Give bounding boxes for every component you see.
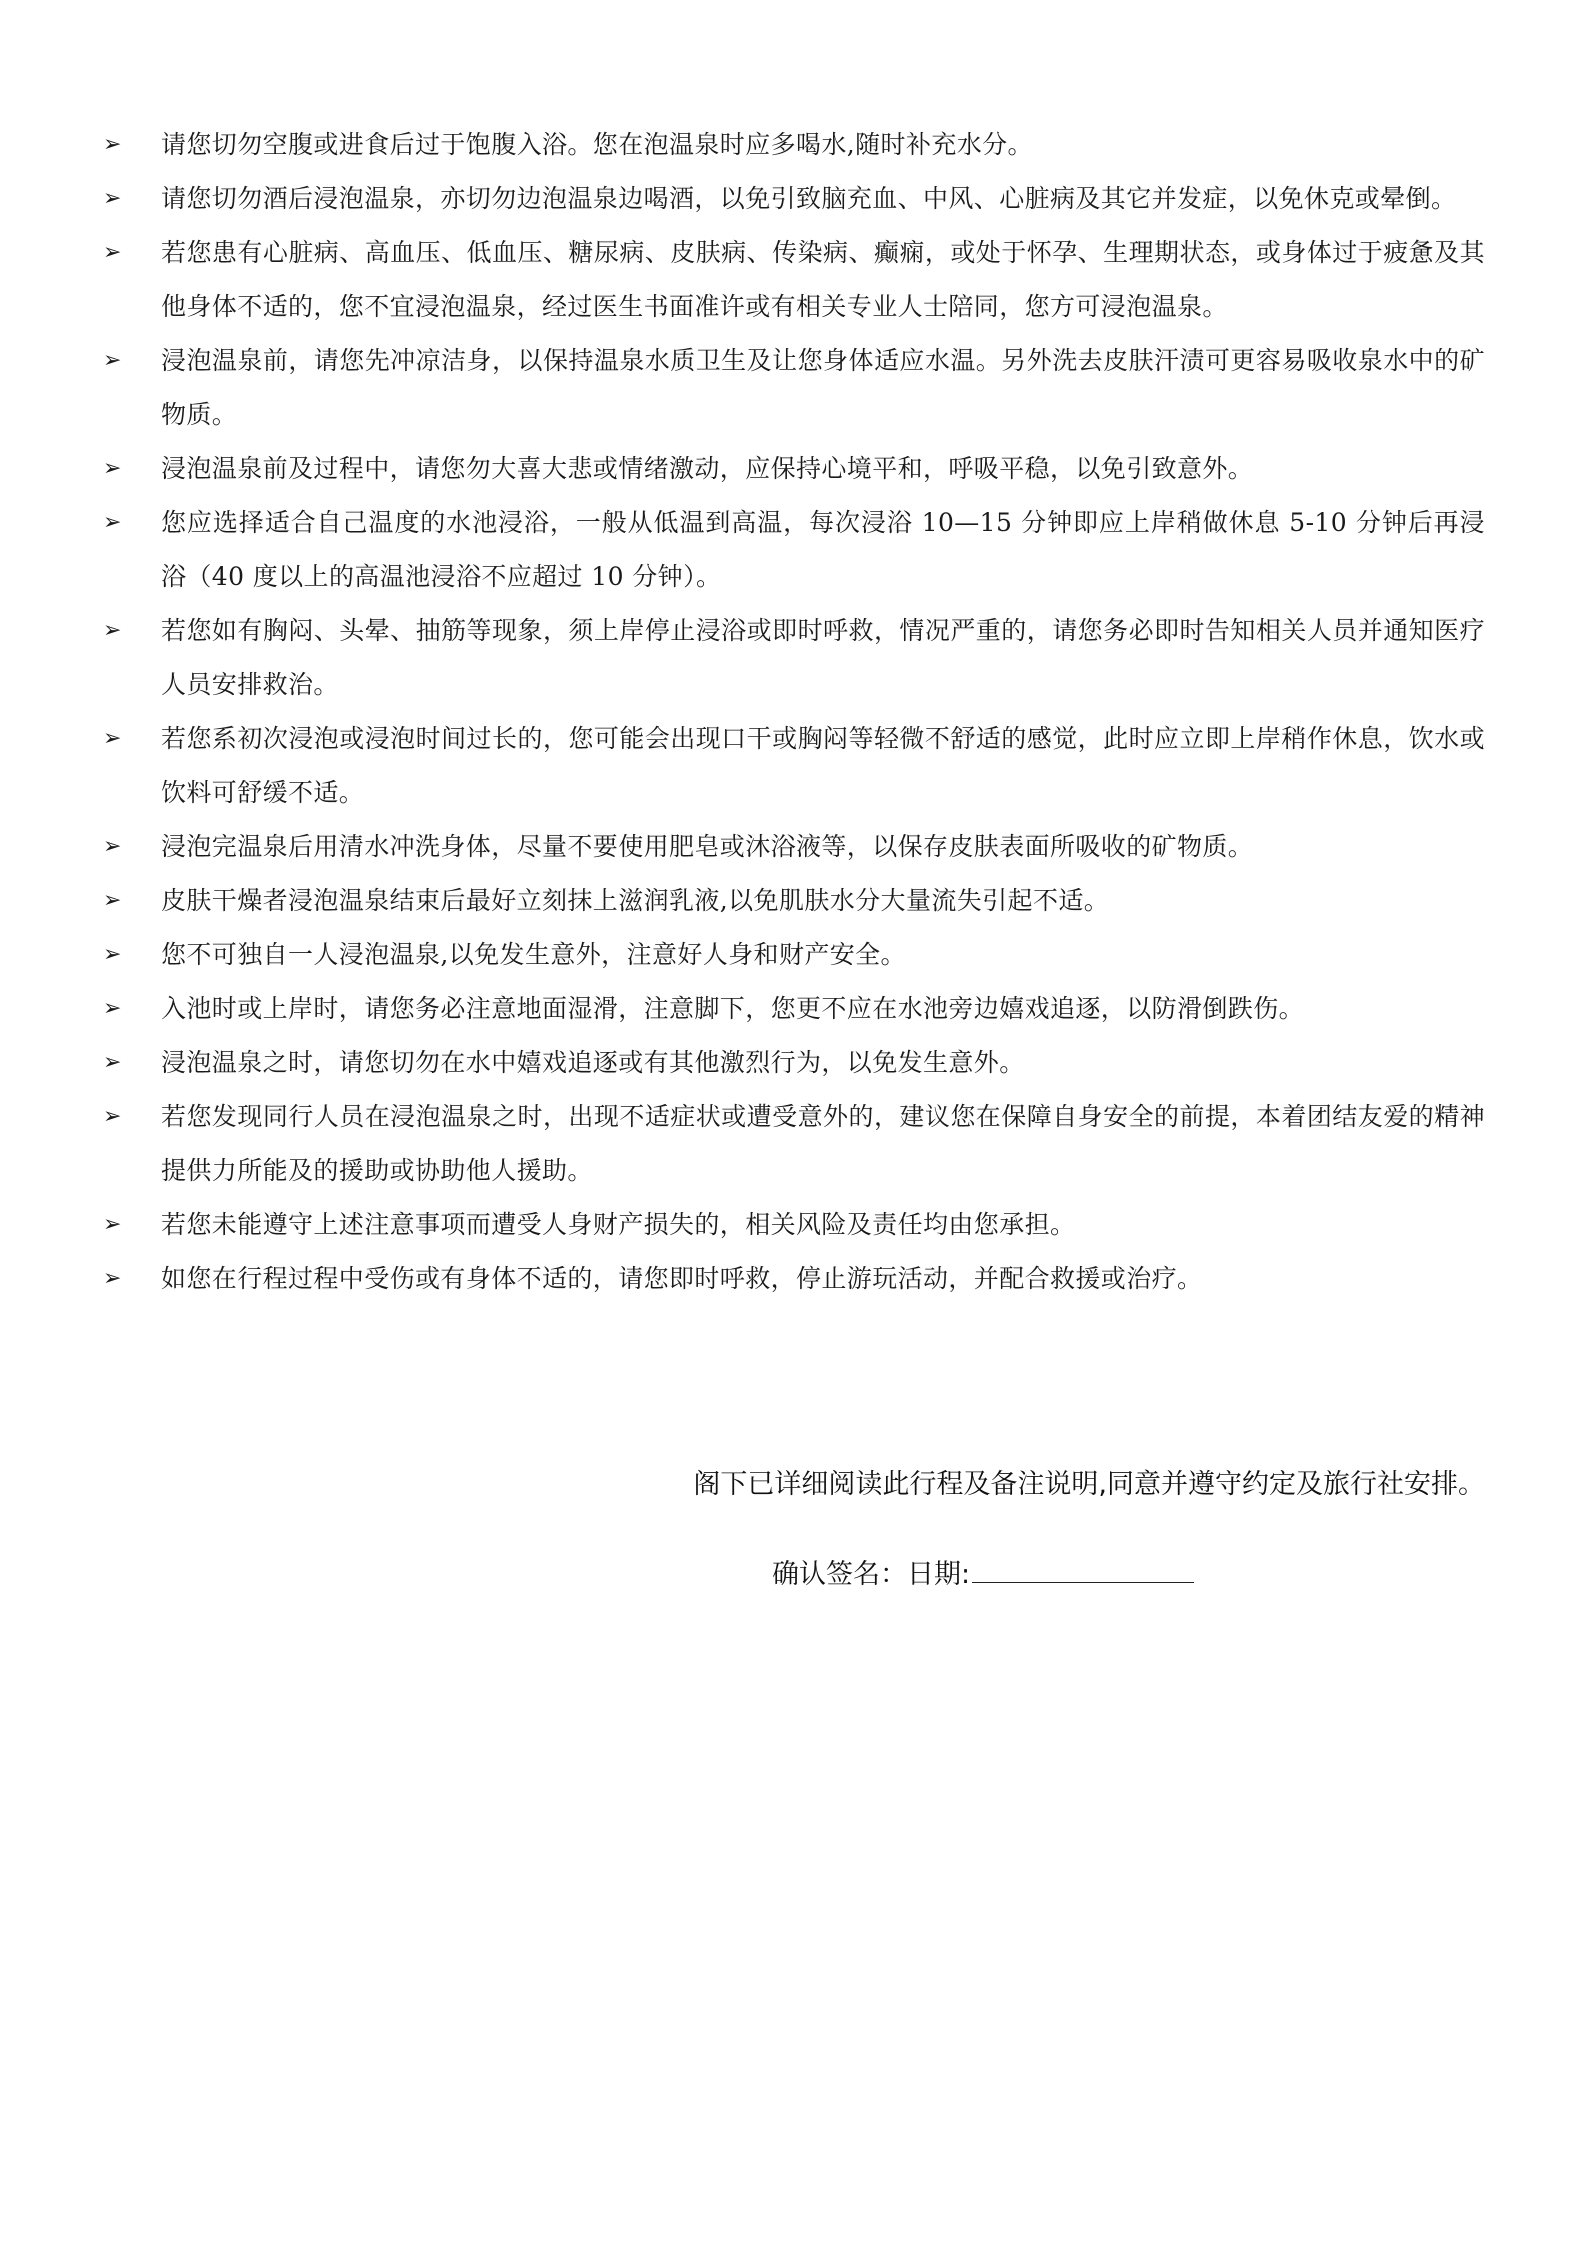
list-item (100, 172, 1485, 226)
arrow-bullet-icon: ➢ (103, 132, 122, 157)
arrow-bullet-icon: ➢ (103, 510, 122, 535)
note-text: 请您切勿空腹或进食后过于饱腹入浴。您在泡温泉时应多喝水,随时补充水分。 (161, 130, 1033, 159)
list-item (100, 118, 1485, 172)
list-item (100, 604, 1485, 712)
note-text: 若您发现同行人员在浸泡温泉之时，出现不适症状或遭受意外的，建议您在保障自身安全的前提，本着团结友爱的精神提供力所能及的援助或协助他人援助。 (161, 1102, 1485, 1185)
arrow-bullet-icon: ➢ (103, 1050, 122, 1075)
list-item (100, 1198, 1485, 1252)
list-item (100, 1090, 1485, 1198)
note-text: 您应选择适合自己温度的水池浸浴，一般从低温到高温，每次浸浴 10—15 分钟即应上岸稍做休息 5-10 分钟后再浸浴（40 度以上的高温池浸浴不应超过 10 分钟）。 (161, 508, 1485, 591)
signature-colon: : (961, 1559, 971, 1590)
arrow-bullet-icon: ➢ (103, 1104, 122, 1129)
note-text: 皮肤干燥者浸泡温泉结束后最好立刻抹上滋润乳液,以免肌肤水分大量流失引起不适。 (161, 886, 1110, 915)
list-item (100, 982, 1485, 1036)
note-text: 若您患有心脏病、高血压、低血压、糖尿病、皮肤病、传染病、癫痫，或处于怀孕、生理期状态，或身体过于疲惫及其他身体不适的，您不宜浸泡温泉，经过医生书面准许或有相关专业人士陪同，您方可浸泡温泉。 (161, 238, 1485, 321)
list-item (100, 226, 1485, 334)
arrow-bullet-icon: ➢ (103, 888, 122, 913)
note-text: 浸泡温泉前及过程中，请您勿大喜大悲或情绪激动，应保持心境平和，呼吸平稳，以免引致意外。 (161, 454, 1254, 483)
arrow-bullet-icon: ➢ (103, 942, 122, 967)
list-item (100, 496, 1485, 604)
arrow-bullet-icon: ➢ (103, 456, 122, 481)
note-text: 如您在行程过程中受伤或有身体不适的，请您即时呼救，停止游玩活动，并配合救援或治疗。 (161, 1264, 1203, 1293)
arrow-bullet-icon: ➢ (103, 618, 122, 643)
list-item (100, 442, 1485, 496)
arrow-bullet-icon: ➢ (103, 240, 122, 265)
note-text: 浸泡完温泉后用清水冲洗身体，尽量不要使用肥皂或沐浴液等，以保存皮肤表面所吸收的矿物质。 (161, 832, 1254, 861)
list-item (100, 712, 1485, 820)
agreement-statement: 阁下已详细阅读此行程及备注说明,同意并遵守约定及旅行社安排。 (693, 1469, 1485, 1500)
arrow-bullet-icon: ➢ (103, 996, 122, 1021)
list-item (100, 874, 1485, 928)
note-text: 入池时或上岸时，请您务必注意地面湿滑，注意脚下，您更不应在水池旁边嬉戏追逐，以防滑倒跌伤。 (161, 994, 1305, 1023)
note-text: 您不可独自一人浸泡温泉,以免发生意外，注意好人身和财产安全。 (161, 940, 906, 969)
arrow-bullet-icon: ➢ (103, 1266, 122, 1291)
arrow-bullet-icon: ➢ (103, 834, 122, 859)
note-text: 若您系初次浸泡或浸泡时间过长的，您可能会出现口干或胸闷等轻微不舒适的感觉，此时应立即上岸稍作休息，饮水或饮料可舒缓不适。 (161, 724, 1485, 807)
list-item (100, 1036, 1485, 1090)
arrow-bullet-icon: ➢ (103, 186, 122, 211)
note-text: 请您切勿酒后浸泡温泉，亦切勿边泡温泉边喝酒，以免引致脑充血、中风、心脏病及其它并发症，以免休克或晕倒。 (161, 184, 1457, 213)
arrow-bullet-icon: ➢ (103, 726, 122, 751)
signature-date-label: 确认签名：日期 (772, 1559, 961, 1590)
arrow-bullet-icon: ➢ (103, 1212, 122, 1237)
hot-spring-notes-list (100, 118, 1485, 1306)
note-text: 若您如有胸闷、头晕、抽筋等现象，须上岸停止浸浴或即时呼救，情况严重的，请您务必即时告知相关人员并通知医疗人员安排救治。 (161, 616, 1485, 699)
list-item (100, 1252, 1485, 1306)
note-text: 浸泡温泉前，请您先冲凉洁身，以保持温泉水质卫生及让您身体适应水温。另外洗去皮肤汗渍可更容易吸收泉水中的矿物质。 (161, 346, 1485, 429)
arrow-bullet-icon: ➢ (103, 348, 122, 373)
list-item (100, 820, 1485, 874)
list-item (100, 334, 1485, 442)
signature-line (772, 1548, 1194, 1602)
signature-blank-field[interactable] (972, 1548, 1194, 1583)
note-text: 浸泡温泉之时，请您切勿在水中嬉戏追逐或有其他激烈行为，以免发生意外。 (161, 1048, 1025, 1077)
note-text: 若您未能遵守上述注意事项而遭受人身财产损失的，相关风险及责任均由您承担。 (161, 1210, 1076, 1239)
list-item (100, 928, 1485, 982)
